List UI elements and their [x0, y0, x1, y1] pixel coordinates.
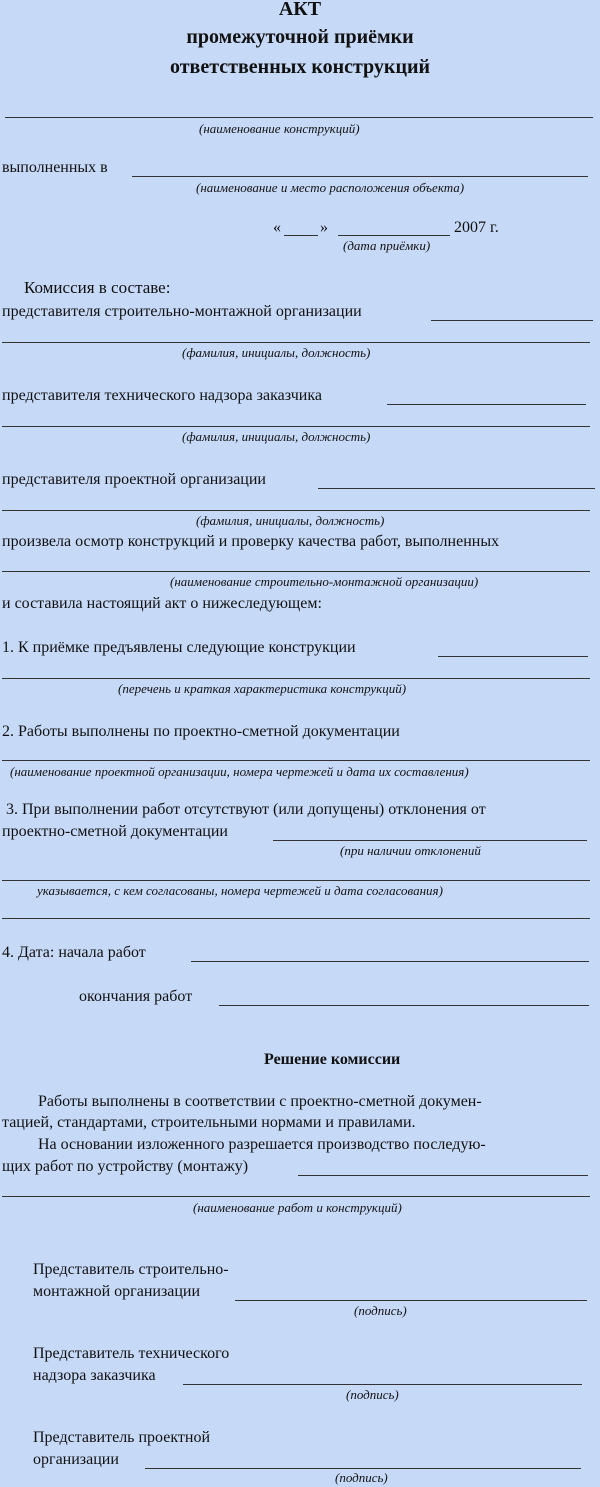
item3-line2: проектно-сметной документации: [2, 823, 228, 840]
item1-field[interactable]: [438, 656, 588, 657]
sig2-caption: (подпись): [346, 1387, 399, 1402]
inspection-text: произвела осмотр конструкций и проверку качества работ, выполненных: [2, 533, 500, 550]
caption-item3a: (при наличии отклонений: [340, 843, 481, 858]
item2-label: 2. Работы выполнены по проектно-сметной документации: [2, 723, 400, 740]
next-works-field-2[interactable]: [2, 1196, 590, 1197]
item4-label: 4. Дата: начала работ: [2, 944, 146, 961]
item3-line1: 3. При выполнении работ отсутствуют (или допущены) отклонения от: [6, 801, 486, 818]
caption-date: (дата приёмки): [343, 238, 431, 253]
decision-para2-line2: щих работ по устройству (монтажу): [2, 1158, 249, 1175]
sig3-field[interactable]: [145, 1468, 581, 1469]
caption-constructions: (наименование конструкций): [199, 121, 360, 136]
constructions-field[interactable]: [5, 117, 593, 118]
rep-supervision-field-2[interactable]: [2, 426, 590, 427]
decision-heading: Решение комиссии: [264, 1051, 401, 1068]
item2-field[interactable]: [2, 760, 590, 761]
item3-field-2[interactable]: [2, 880, 590, 881]
commission-heading: Комиссия в составе:: [24, 278, 171, 297]
caption-person-3: (фамилия, инициалы, должность): [196, 513, 385, 528]
sig2-field[interactable]: [183, 1384, 582, 1385]
item1-field-2[interactable]: [2, 678, 590, 679]
date-quote-open: «: [273, 219, 281, 236]
item3-field[interactable]: [273, 840, 587, 841]
document-title: АКТ: [278, 0, 322, 20]
sig3-caption: (подпись): [335, 1470, 388, 1485]
sig1-line1: Представитель строительно-: [33, 1261, 229, 1278]
next-works-field[interactable]: [298, 1175, 588, 1176]
sig1-caption: (подпись): [354, 1303, 407, 1318]
end-date-field[interactable]: [219, 1005, 589, 1006]
caption-works: (наименование работ и конструкций): [193, 1200, 402, 1215]
rep-supervision-label: представителя технического надзора заказчика: [2, 387, 322, 404]
decision-para1-line2: тацией, стандартами, строительными нормами и правилами.: [2, 1114, 416, 1131]
item3-field-3[interactable]: [2, 918, 590, 919]
decision-para2-line1: На основании изложенного разрешается производство последую-: [38, 1136, 486, 1153]
rep-design-label: представителя проектной организации: [2, 471, 266, 488]
date-month-field[interactable]: [338, 235, 450, 236]
org-field[interactable]: [2, 571, 590, 572]
start-date-field[interactable]: [191, 961, 589, 962]
date-day-field[interactable]: [284, 235, 318, 236]
item1-label: 1. К приёмке предъявлены следующие конструкции: [2, 639, 356, 656]
rep-construction-field-2[interactable]: [2, 342, 590, 343]
caption-org: (наименование строительно-монтажной организации): [170, 574, 479, 589]
caption-person-1: (фамилия, инициалы, должность): [182, 345, 371, 360]
sig3-line1: Представитель проектной: [33, 1429, 211, 1446]
item4-end-label: окончания работ: [79, 988, 193, 1005]
caption-person-2: (фамилия, инициалы, должность): [182, 429, 371, 444]
compiled-text: и составила настоящий акт о нижеследующем:: [2, 595, 322, 612]
date-quote-close: »: [320, 219, 328, 236]
document-subtitle-2: ответственных конструкций: [169, 56, 431, 78]
date-year: 2007 г.: [454, 219, 499, 236]
decision-para1-line1: Работы выполнены в соответствии с проектно-сметной докумен-: [38, 1093, 482, 1110]
caption-item2: (наименование проектной организации, номера чертежей и дата их составления): [10, 764, 469, 779]
rep-construction-field[interactable]: [431, 320, 593, 321]
sig2-line2: надзора заказчика: [33, 1367, 156, 1384]
caption-item3b: указывается, с кем согласованы, номера чертежей и дата согласования): [37, 883, 443, 898]
rep-design-field[interactable]: [318, 488, 595, 489]
caption-object: (наименование и место расположения объекта): [196, 180, 465, 195]
rep-construction-label: представителя строительно-монтажной организации: [2, 303, 362, 320]
sig1-field[interactable]: [235, 1300, 587, 1301]
rep-supervision-field[interactable]: [387, 404, 586, 405]
sig2-line1: Представитель технического: [33, 1345, 230, 1362]
sig3-line2: организации: [33, 1451, 119, 1468]
sig1-line2: монтажной организации: [33, 1283, 201, 1300]
document-subtitle-1: промежуточной приёмки: [186, 26, 414, 48]
caption-item1: (перечень и краткая характеристика конструкций): [118, 681, 407, 696]
object-field[interactable]: [132, 176, 588, 177]
rep-design-field-2[interactable]: [2, 510, 590, 511]
executed-in-label: выполненных в: [2, 159, 108, 176]
